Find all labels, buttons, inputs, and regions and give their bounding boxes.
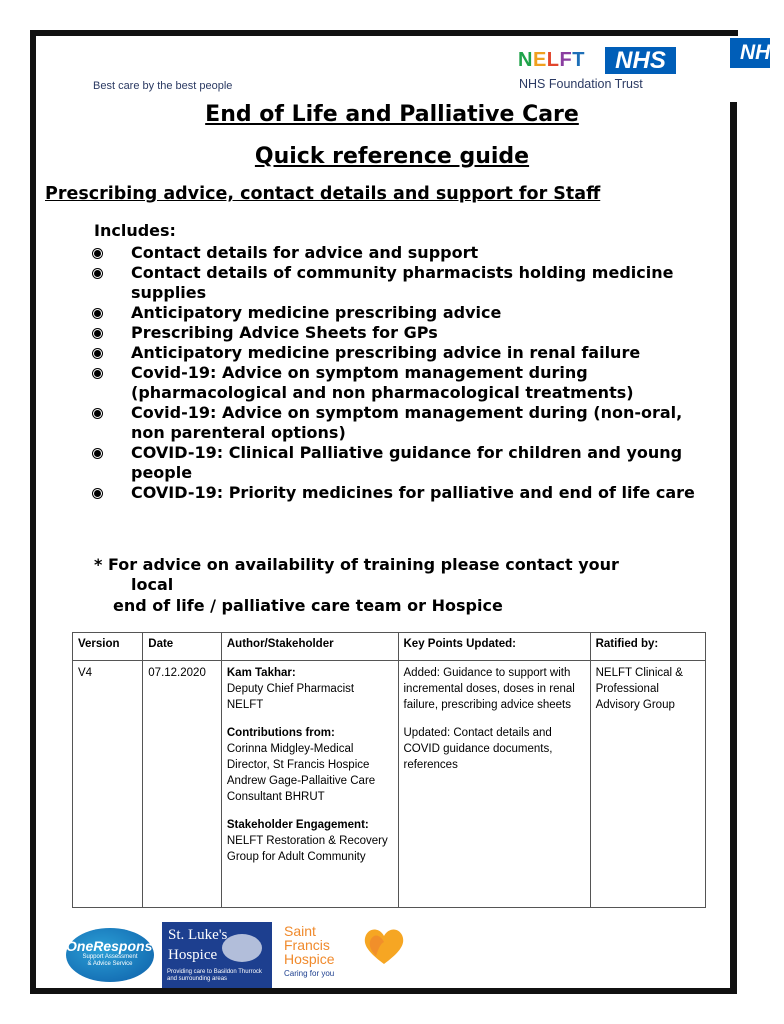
nelft-nhs-logo	[516, 44, 686, 94]
header-version: Version	[73, 633, 143, 661]
includes-list	[94, 243, 714, 503]
corner-nhs-logo: NHS	[716, 38, 770, 68]
cell-key-points: Added: Guidance to support with incremental doses, doses in renal failure, prescribing advice sheets Updated: Contact details and COVID guidance documents, references	[398, 661, 590, 908]
bullet-icon	[94, 370, 101, 377]
list-item: COVID-19: Priority medicines for palliative and end of life care	[94, 483, 714, 503]
list-item: Covid-19: Advice on symptom management during (pharmacological and non pharmacological treatments)	[94, 363, 714, 403]
partner-logos	[66, 922, 406, 992]
cell-author: Kam Takhar: Deputy Chief Pharmacist NELFT Contributions from: Corinna Midgley-Medical Director, St Francis Hospice Andrew Gage-Pallaitive Care Consultant BHRUT Stakeholder Engagement: NELFT Restoration & Recovery Group for Adult Community	[221, 661, 398, 908]
bullet-icon	[94, 330, 101, 337]
includes-label: Includes:	[94, 221, 176, 240]
list-item: Anticipatory medicine prescribing advice in renal failure	[94, 343, 714, 363]
page-border-right	[730, 102, 737, 992]
page-border-top	[30, 30, 738, 36]
document-title: End of Life and Palliative Care	[205, 102, 579, 127]
nelft-wordmark: NELFT	[518, 49, 585, 71]
bullet-icon	[94, 490, 101, 497]
bullet-icon	[94, 350, 101, 357]
header-ratified: Ratified by:	[590, 633, 705, 661]
document-subtitle: Prescribing advice, contact details and support for Staff	[45, 184, 601, 204]
st-lukes-hospice-logo: St. Luke's Hospice Providing care to Basildon Thurrock and surrounding areas	[162, 922, 272, 988]
oneresponse-logo: OneResponse Support Assessment & Advice Service	[66, 928, 154, 982]
bullet-icon	[94, 410, 101, 417]
bullet-icon	[94, 310, 101, 317]
training-note: * For advice on availability of training please contact your local end of life / palliative care team or Hospice	[94, 555, 619, 615]
saint-francis-hospice-logo: Saint Francis Hospice Caring for you	[284, 924, 404, 988]
table-row	[73, 661, 706, 908]
table-header-row	[73, 633, 706, 661]
list-item: Prescribing Advice Sheets for GPs	[94, 323, 714, 343]
header-date: Date	[143, 633, 222, 661]
bullet-icon	[94, 270, 101, 277]
st-lukes-emblem-icon	[222, 934, 262, 962]
version-table	[72, 632, 706, 908]
list-item: COVID-19: Clinical Palliative guidance for children and young people	[94, 443, 714, 483]
bullet-icon	[94, 450, 101, 457]
cell-version: V4	[73, 661, 143, 908]
list-item: Covid-19: Advice on symptom management during (non-oral, non parenteral options)	[94, 403, 714, 443]
header-author: Author/Stakeholder	[221, 633, 398, 661]
cell-date: 07.12.2020	[143, 661, 222, 908]
cell-ratified: NELFT Clinical & Professional Advisory Group	[590, 661, 705, 908]
header-key-points: Key Points Updated:	[398, 633, 590, 661]
page-border-left	[30, 30, 36, 992]
foundation-trust-label: NHS Foundation Trust	[519, 77, 643, 91]
heart-icon	[362, 926, 406, 966]
bullet-icon	[94, 250, 101, 257]
list-item: Contact details for advice and support	[94, 243, 714, 263]
list-item: Contact details of community pharmacists holding medicine supplies	[94, 263, 714, 303]
document-subtitle-guide: Quick reference guide	[254, 144, 530, 169]
nhs-logo: NHS	[605, 47, 676, 74]
list-item: Anticipatory medicine prescribing advice	[94, 303, 714, 323]
tagline: Best care by the best people	[93, 80, 233, 92]
